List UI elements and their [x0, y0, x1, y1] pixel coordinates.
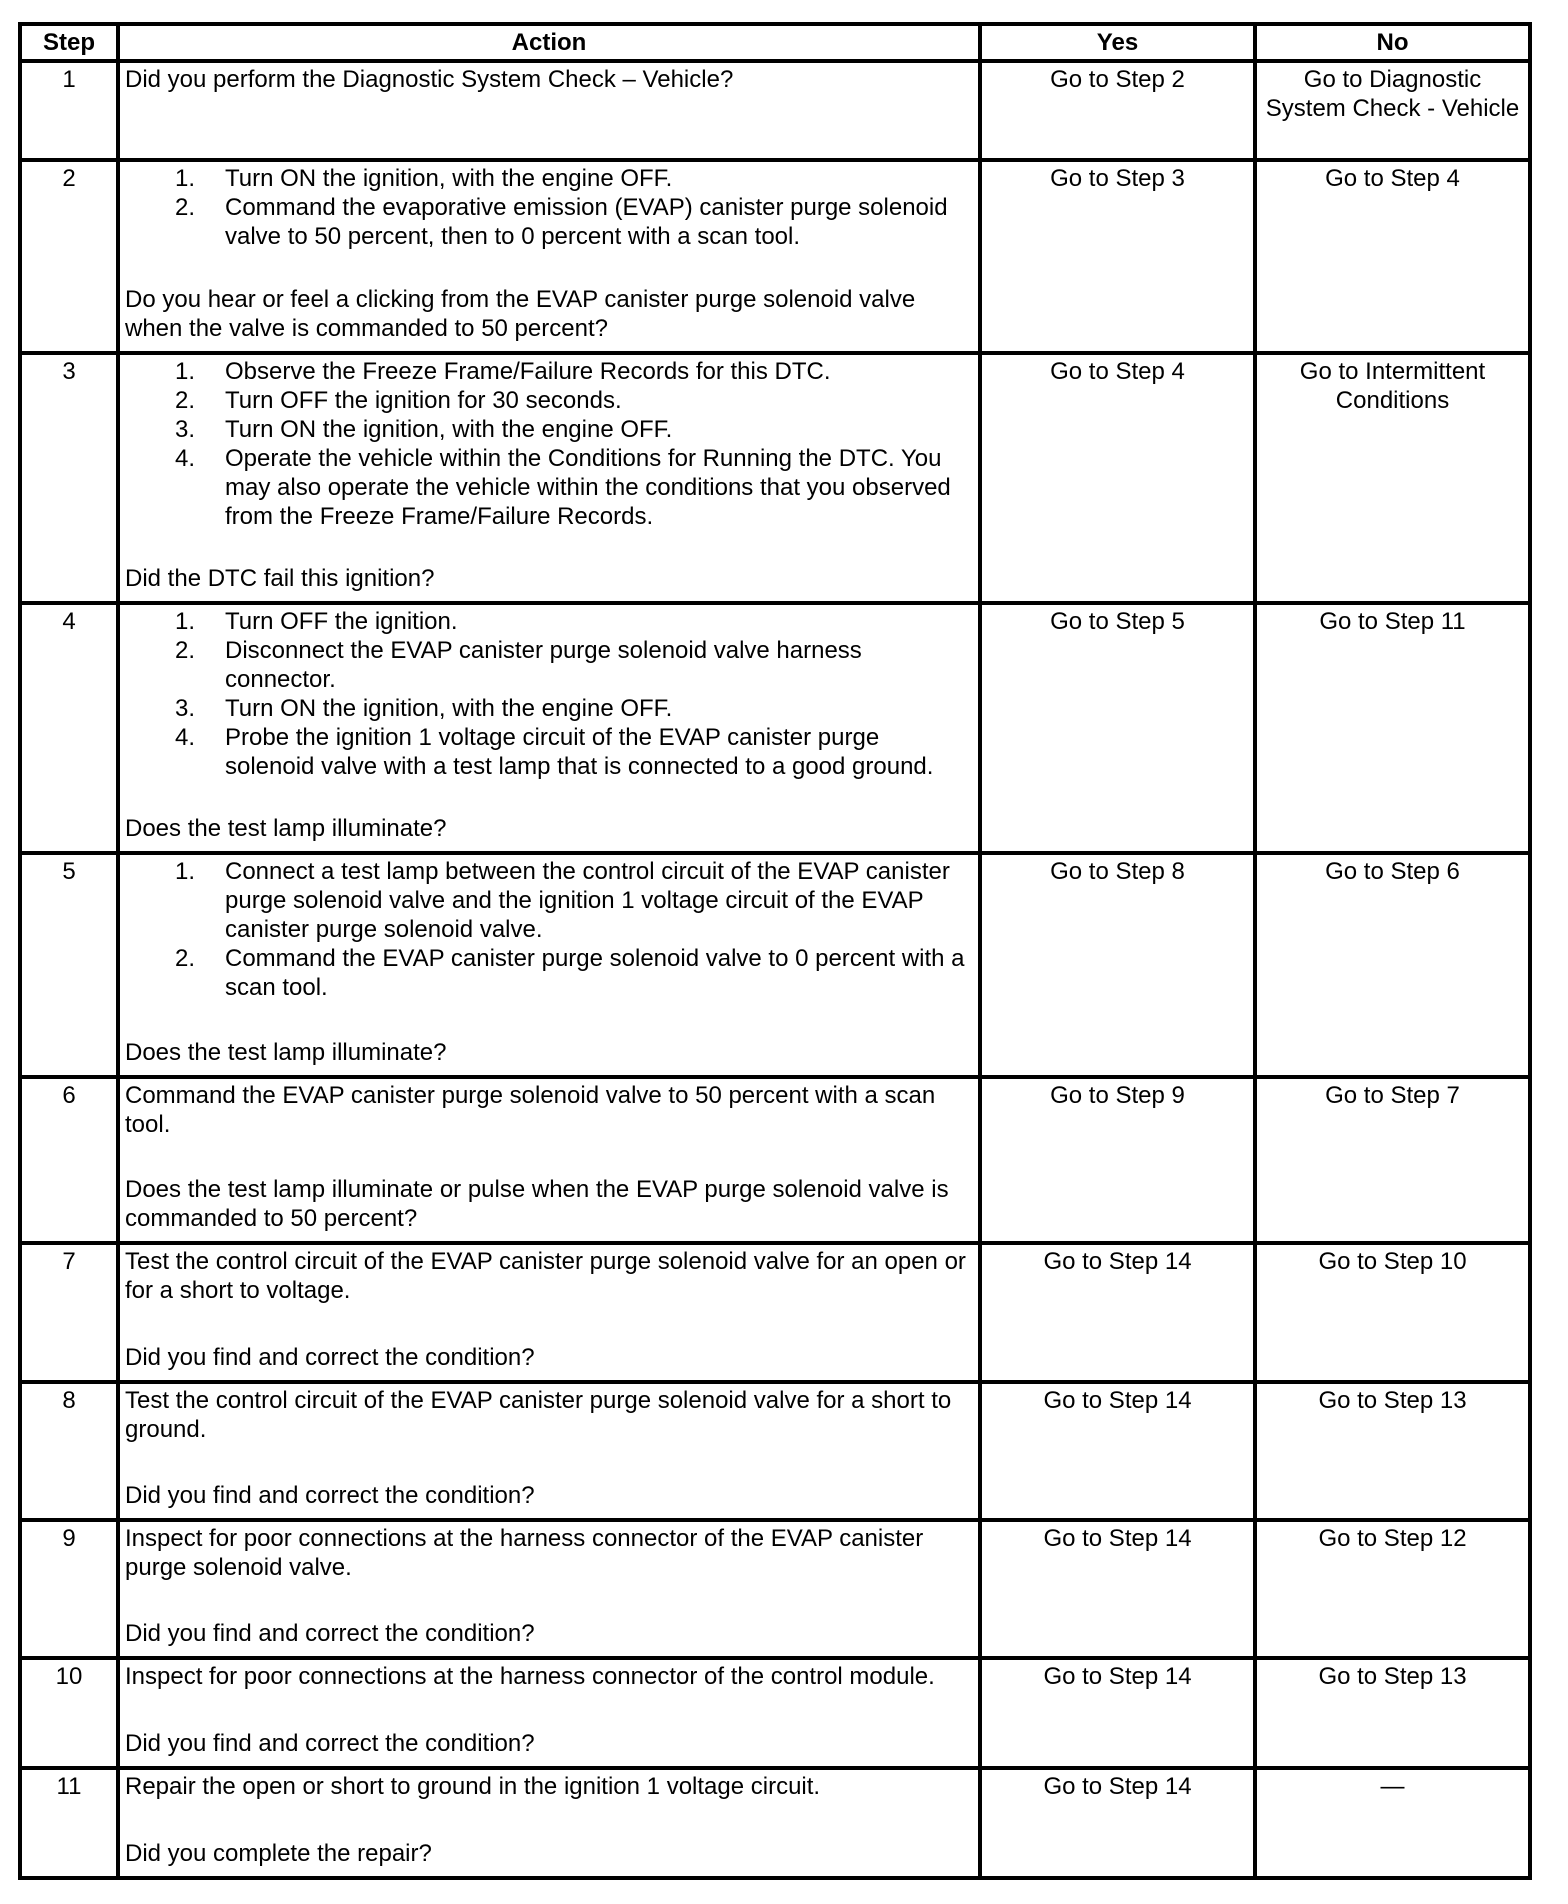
step-number: 1 — [20, 61, 118, 160]
step-number: 11 — [20, 1768, 118, 1878]
yes-result: Go to Step 14 — [980, 1768, 1255, 1878]
action-instruction: Test the control circuit of the EVAP canister purge solenoid valve for an open or for a short to voltage. — [125, 1248, 966, 1304]
action-steps-list — [125, 357, 973, 531]
list-item-number: 4. — [175, 445, 196, 472]
action-cell — [118, 160, 980, 353]
yes-result: Go to Step 14 — [980, 1520, 1255, 1658]
list-item-number: 2. — [175, 637, 196, 664]
list-item-number: 4. — [175, 724, 196, 751]
action-cell — [118, 603, 980, 853]
step-number: 10 — [20, 1658, 118, 1768]
action-instruction: Inspect for poor connections at the harness connector of the control module. — [125, 1663, 935, 1690]
no-result: Go to Intermittent Conditions — [1255, 353, 1530, 603]
list-item-text: Turn ON the ignition, with the engine OFF. — [225, 165, 673, 192]
list-item — [125, 444, 973, 531]
step-number: 5 — [20, 853, 118, 1077]
yes-result: Go to Step 4 — [980, 353, 1255, 603]
no-result: Go to Diagnostic System Check - Vehicle — [1255, 61, 1530, 160]
step-number: 6 — [20, 1077, 118, 1243]
action-cell — [118, 853, 980, 1077]
step-number: 3 — [20, 353, 118, 603]
table-row — [20, 160, 1530, 353]
list-item — [125, 386, 973, 415]
list-item — [125, 415, 973, 444]
action-question: Did the DTC fail this ignition? — [125, 565, 435, 592]
step-number: 2 — [20, 160, 118, 353]
list-item-text: Command the evaporative emission (EVAP) canister purge solenoid valve to 50 percent, then to 0 percent with a scan tool. — [225, 194, 948, 250]
action-instruction: Command the EVAP canister purge solenoid valve to 50 percent with a scan tool. — [125, 1082, 936, 1138]
list-item-text: Probe the ignition 1 voltage circuit of the EVAP canister purge solenoid valve with a test lamp that is connected to a good ground. — [225, 724, 934, 780]
table-row — [20, 1382, 1530, 1520]
yes-result: Go to Step 8 — [980, 853, 1255, 1077]
yes-result: Go to Step 14 — [980, 1658, 1255, 1768]
no-result: Go to Step 13 — [1255, 1658, 1530, 1768]
list-item — [125, 694, 973, 723]
action-question: Did you complete the repair? — [125, 1840, 432, 1867]
action-question: Did you find and correct the condition? — [125, 1730, 535, 1757]
list-item-number: 2. — [175, 387, 196, 414]
no-result: Go to Step 11 — [1255, 603, 1530, 853]
list-item-number: 1. — [175, 165, 196, 192]
yes-result: Go to Step 9 — [980, 1077, 1255, 1243]
list-item-text: Disconnect the EVAP canister purge solenoid valve harness connector. — [225, 637, 862, 693]
table-row — [20, 61, 1530, 160]
list-item-number: 3. — [175, 695, 196, 722]
action-steps-list — [125, 607, 973, 781]
action-question: Did you find and correct the condition? — [125, 1482, 535, 1509]
header-step: Step — [20, 24, 118, 61]
action-question: Does the test lamp illuminate? — [125, 815, 447, 842]
list-item-number: 1. — [175, 358, 196, 385]
no-result: Go to Step 12 — [1255, 1520, 1530, 1658]
list-item — [125, 164, 973, 193]
action-cell — [118, 1520, 980, 1658]
action-question: Did you find and correct the condition? — [125, 1620, 535, 1647]
action-instruction: Test the control circuit of the EVAP canister purge solenoid valve for a short to ground. — [125, 1387, 952, 1443]
yes-result: Go to Step 5 — [980, 603, 1255, 853]
no-result: Go to Step 7 — [1255, 1077, 1530, 1243]
yes-result: Go to Step 3 — [980, 160, 1255, 353]
list-item-text: Operate the vehicle within the Conditions for Running the DTC. You may also operate the vehicle within the conditions that you observed from the Freeze Frame/Failure Records. — [225, 445, 951, 530]
action-question: Does the test lamp illuminate or pulse when the EVAP purge solenoid valve is commanded to 50 percent? — [125, 1176, 949, 1232]
table-row — [20, 853, 1530, 1077]
yes-result: Go to Step 2 — [980, 61, 1255, 160]
list-item-text: Connect a test lamp between the control circuit of the EVAP canister purge solenoid valve and the ignition 1 voltage circuit of the EVAP canister purge solenoid valve. — [225, 858, 950, 943]
list-item-number: 3. — [175, 416, 196, 443]
list-item-text: Command the EVAP canister purge solenoid valve to 0 percent with a scan tool. — [225, 945, 965, 1001]
list-item-text: Turn ON the ignition, with the engine OFF. — [225, 695, 673, 722]
no-result: Go to Step 6 — [1255, 853, 1530, 1077]
action-steps-list — [125, 857, 973, 1002]
list-item — [125, 636, 973, 694]
action-cell — [118, 1658, 980, 1768]
action-question: Do you hear or feel a clicking from the EVAP canister purge solenoid valve when the valve is commanded to 50 percent? — [125, 286, 916, 342]
header-yes: Yes — [980, 24, 1255, 61]
list-item — [125, 607, 973, 636]
list-item-number: 2. — [175, 945, 196, 972]
list-item-text: Observe the Freeze Frame/Failure Records for this DTC. — [225, 358, 831, 385]
table-row — [20, 1768, 1530, 1878]
no-result: Go to Step 13 — [1255, 1382, 1530, 1520]
list-item-number: 2. — [175, 194, 196, 221]
action-steps-list — [125, 164, 973, 251]
table-row — [20, 1658, 1530, 1768]
yes-result: Go to Step 14 — [980, 1382, 1255, 1520]
step-number: 7 — [20, 1243, 118, 1382]
list-item — [125, 857, 973, 944]
table-row — [20, 1243, 1530, 1382]
action-cell — [118, 1768, 980, 1878]
no-result: — — [1255, 1768, 1530, 1878]
list-item-number: 1. — [175, 608, 196, 635]
action-instruction: Did you perform the Diagnostic System Check – Vehicle? — [125, 66, 734, 93]
action-instruction: Inspect for poor connections at the harness connector of the EVAP canister purge solenoid valve. — [125, 1525, 924, 1581]
list-item-text: Turn ON the ignition, with the engine OFF. — [225, 416, 673, 443]
header-no: No — [1255, 24, 1530, 61]
table-row — [20, 603, 1530, 853]
action-instruction: Repair the open or short to ground in the ignition 1 voltage circuit. — [125, 1773, 821, 1800]
no-result: Go to Step 10 — [1255, 1243, 1530, 1382]
list-item — [125, 193, 973, 251]
list-item — [125, 723, 973, 781]
header-action: Action — [118, 24, 980, 61]
table-row — [20, 1520, 1530, 1658]
action-cell — [118, 1077, 980, 1243]
list-item-text: Turn OFF the ignition for 30 seconds. — [225, 387, 622, 414]
action-cell — [118, 61, 980, 160]
list-item — [125, 357, 973, 386]
list-item-number: 1. — [175, 858, 196, 885]
step-number: 8 — [20, 1382, 118, 1520]
table-row — [20, 1077, 1530, 1243]
no-result: Go to Step 4 — [1255, 160, 1530, 353]
action-cell — [118, 353, 980, 603]
action-cell — [118, 1243, 980, 1382]
action-question: Does the test lamp illuminate? — [125, 1039, 447, 1066]
list-item-text: Turn OFF the ignition. — [225, 608, 458, 635]
action-cell — [118, 1382, 980, 1520]
step-number: 9 — [20, 1520, 118, 1658]
diagnostic-table — [18, 22, 1532, 1880]
list-item — [125, 944, 973, 1002]
action-question: Did you find and correct the condition? — [125, 1344, 535, 1371]
table-row — [20, 353, 1530, 603]
yes-result: Go to Step 14 — [980, 1243, 1255, 1382]
header-row — [20, 24, 1530, 61]
step-number: 4 — [20, 603, 118, 853]
